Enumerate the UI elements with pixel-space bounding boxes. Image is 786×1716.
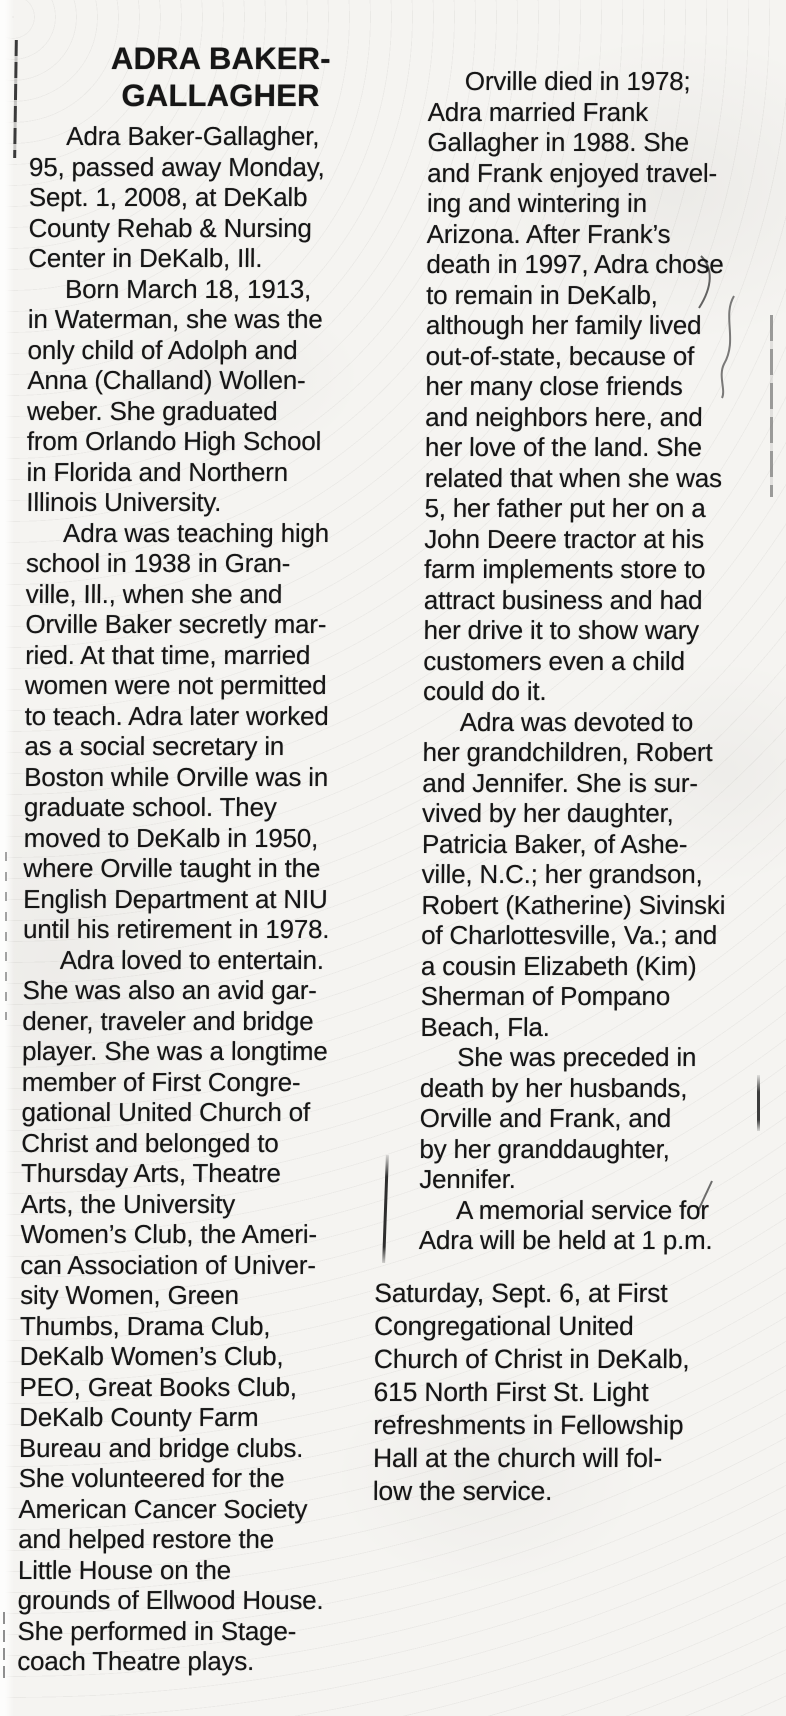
paragraph-activities: Adra loved to entertain. She was also an avid gar- dener, traveler and bridge player. She was a longtime member of First Congre- gational United Church of Christ and belonged to Thursday Arts, Theatre Arts, the University Women’s Club, the Ameri- can Association of Univer- sity Women, Green Thumbs, Drama Club, DeKalb Women’s Club, PEO, Great Books Club, DeKalb County Farm Bureau and bridge clubs. She volunteered for the American Cancer Society and helped restore the Little House on the grounds of Ellwood House. She performed in Stage- coach Theatre plays. — [17, 944, 328, 1676]
paragraph-career: Adra was teaching high school in 1938 in Gran- ville, Ill., when she and Orville Baker secretly mar- ried. At that time, married women were not permitted to teach. Adra later worked as a social secretary in Boston while Orville was in graduate school. They moved to DeKalb in 1950, where Orville taught in the English Department at NIU until his retirement in 1978. — [22, 517, 330, 944]
left-column — [17, 40, 410, 1677]
scan-rule-left-bottom — [3, 1612, 5, 1684]
paragraph-birth: Born March 18, 1913, in Waterman, she was the only child of Adolph and Anna (Challand) Wollen- weber. She graduated from Orlando High School in Florida and Northern Illinois University. — [26, 273, 323, 517]
paragraph-survivors: Adra was devoted to her grandchildren, Robert and Jennifer. She is sur- vived by her daughter, Patricia Baker, of Ashe- ville, N.C.; her grandson, Robert (Katherine) Sivinski of Charlottesville, Va.; and a cousin Elizabeth (Kim) Sherman of Pompano Beach, Fla. — [420, 706, 726, 1042]
paragraph-service-details: Saturday, Sept. 6, at First Congregational United Church of Christ in DeKalb, 615 North First St. Light refreshments in Fellowship Hall at the church will fol- low the service. — [372, 1277, 690, 1506]
paragraph-preceded: She was preceded in death by her husbands, Orville and Frank, and by her granddaughter, Jennifer. — [419, 1042, 697, 1194]
paragraph-memorial: A memorial service for Adra will be held at 1 p.m. — [418, 1194, 713, 1255]
right-column — [372, 66, 784, 1508]
paragraph-intro: Adra Baker-Gallagher, 95, passed away Monday, Sept. 1, 2008, at DeKalb County Rehab & Nursing Center in DeKalb, Ill. — [28, 121, 325, 273]
scan-rule-left-top — [13, 40, 17, 158]
paragraph-second-marriage: Orville died in 1978; Adra married Frank Gallagher in 1988. She and Frank enjoyed travel- ing and wintering in Arizona. After Frank’s death in 1997, Adra chose to remain in DeKalb, although her family lived out-of-state, because of her many close friends and neighbors here, and her love of the land. She related that when she was 5, her father put her on a John Deere tractor at his farm implements store to attract business and had her drive it to show wary customers even a child could do it. — [422, 66, 724, 706]
scan-rule-left-mid — [5, 852, 7, 1020]
obituary-title: ADRA BAKER- GALLAGHER — [110, 41, 331, 113]
